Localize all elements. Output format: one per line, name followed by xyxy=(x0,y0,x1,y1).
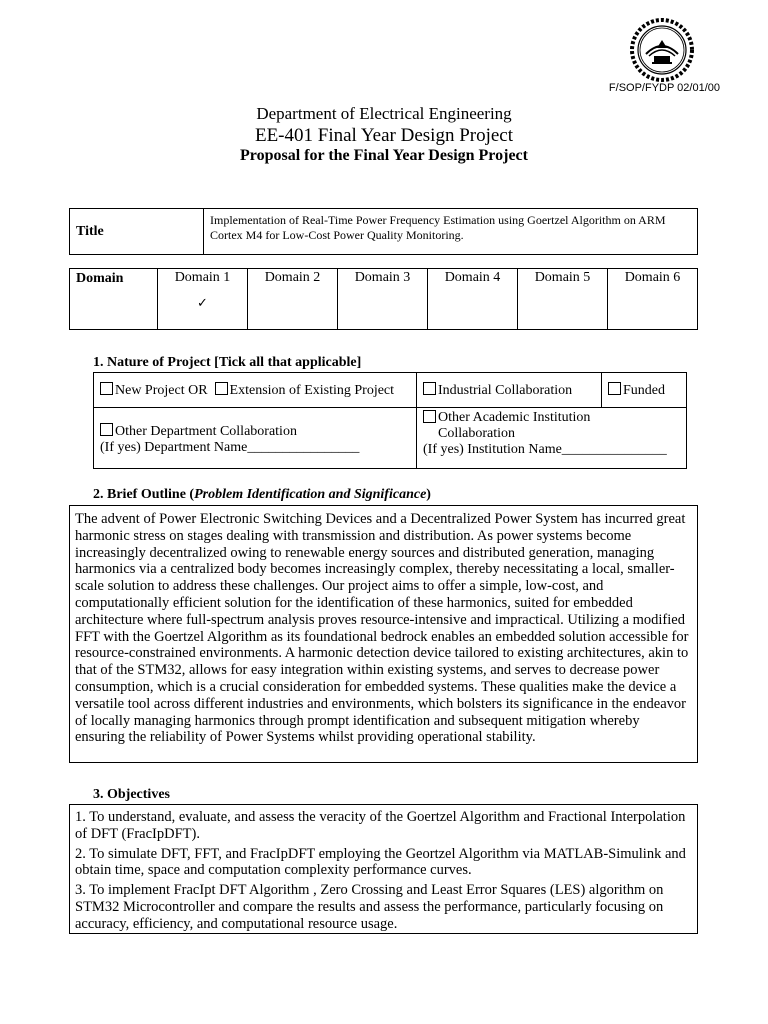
objective-item: 1. To understand, evaluate, and assess the veracity of the Goertzel Algorithm and Fractional Interpolation of DFT (FracIpDFT). xyxy=(75,809,686,842)
inst-collab-checkbox[interactable] xyxy=(423,410,436,423)
outline-heading-prefix: 2. Brief Outline ( xyxy=(93,487,195,502)
industrial-label: Industrial Collaboration xyxy=(438,382,573,398)
domain-6-label: Domain 6 xyxy=(624,270,681,285)
domain-6-cell[interactable] xyxy=(608,269,698,330)
form-number: F/SOP/FYDP 02/01/00 xyxy=(608,82,720,94)
industrial-cell xyxy=(417,373,602,408)
checkmark-icon: ✓ xyxy=(197,296,208,311)
objectives-heading: 3. Objectives xyxy=(93,787,170,802)
inst-name-field[interactable]: (If yes) Institution Name_______________ xyxy=(423,442,667,457)
funded-checkbox[interactable] xyxy=(608,382,621,395)
inst-collab-label: Other Academic Institution Collaboration xyxy=(438,410,591,441)
funded-cell xyxy=(602,373,687,408)
university-logo xyxy=(630,18,694,82)
domain-label: Domain xyxy=(70,269,158,330)
project-title-value[interactable]: Implementation of Real-Time Power Frequency Estimation using Goertzel Algorithm on ARM Cortex M4 for Low-Cost Power Quality Monitoring. xyxy=(204,209,698,255)
new-project-checkbox[interactable] xyxy=(100,382,113,395)
proposal-heading: Proposal for the Final Year Design Project xyxy=(240,147,528,164)
domain-table xyxy=(69,268,698,330)
title-label: Title xyxy=(70,209,204,255)
outline-heading xyxy=(93,487,431,503)
dept-name-field[interactable]: (If yes) Department Name________________ xyxy=(100,440,360,455)
domain-1-label: Domain 1 xyxy=(174,270,231,285)
domain-5-cell[interactable] xyxy=(518,269,608,330)
department-name: Department of Electrical Engineering xyxy=(256,104,512,123)
industrial-checkbox[interactable] xyxy=(423,382,436,395)
domain-4-cell[interactable] xyxy=(428,269,518,330)
funded-label: Funded xyxy=(623,382,665,398)
nature-heading: 1. Nature of Project [Tick all that applicable] xyxy=(93,355,362,370)
nature-table xyxy=(93,372,687,469)
domain-1-cell[interactable] xyxy=(158,269,248,330)
course-title: EE-401 Final Year Design Project xyxy=(254,125,514,146)
extension-checkbox[interactable] xyxy=(215,382,228,395)
domain-3-label: Domain 3 xyxy=(354,270,411,285)
domain-2-cell[interactable] xyxy=(248,269,338,330)
extension-label: Extension of Existing Project xyxy=(229,382,395,398)
domain-5-label: Domain 5 xyxy=(534,270,591,285)
dept-collab-checkbox[interactable] xyxy=(100,423,113,436)
objective-item: 2. To simulate DFT, FFT, and FracIpDFT employing the Geortzel Algorithm via MATLAB-Simulink and obtain time, space and computation complexity performance curves. xyxy=(75,845,686,879)
outline-heading-suffix: ) xyxy=(426,487,431,502)
objective-item: 3. To implement FracIpt DFT Algorithm , Zero Crossing and Least Error Squares (LES) algorithm on STM32 Microcontroller and compare the results and assess the performance, particularly focusing on accuracy, efficiency, and computational resource usage. xyxy=(75,882,664,932)
new-project-label: New Project OR xyxy=(115,382,208,398)
objectives-box[interactable] xyxy=(69,804,698,934)
project-type-cell xyxy=(94,373,417,408)
domain-4-label: Domain 4 xyxy=(444,270,501,285)
title-table xyxy=(69,208,698,255)
inst-collab-cell xyxy=(417,408,687,469)
dept-collab-label: Other Department Collaboration xyxy=(115,424,297,439)
domain-2-label: Domain 2 xyxy=(264,270,321,285)
brief-outline-text[interactable]: The advent of Power Electronic Switching Devices and a Decentralized Power System has incurred great harmonic stress on stages dealing with transmission and distribution. As power systems become increasingly decentralized owing to renewable energy sources and distributed generation, managing harmonics via a centralized body becomes increasingly complex, thereby necessitating a local, smaller-scale solution to address these challenges. Our project aims to offer a simple, low-cost, and computationally efficient solution for the identification of these harmonics, suited for embedded architecture where full-spectrum analysis proves resource-intensive and impractical. Utilizing a modified FFT with the Goertzel Algorithm as its foundational bedrock enables an embedded solution accessible for resource-constrained environments. A harmonic detection device tailored to existing architectures, akin to that of the STM32, allows for easy integration within existing systems, and serves to decrease power consumption, which is a crucial consideration for embedded systems. These qualities make the device a versatile tool across different industries and environments, which bolsters its significance in the endeavor of locally managing harmonics through prompt identification and subsequent mitigation whereby ensuring the reliability of Power Systems whilst providing operational stability. xyxy=(69,505,698,763)
dept-collab-cell xyxy=(94,408,417,469)
outline-heading-italic: Problem Identification and Significance xyxy=(194,487,427,502)
domain-3-cell[interactable] xyxy=(338,269,428,330)
